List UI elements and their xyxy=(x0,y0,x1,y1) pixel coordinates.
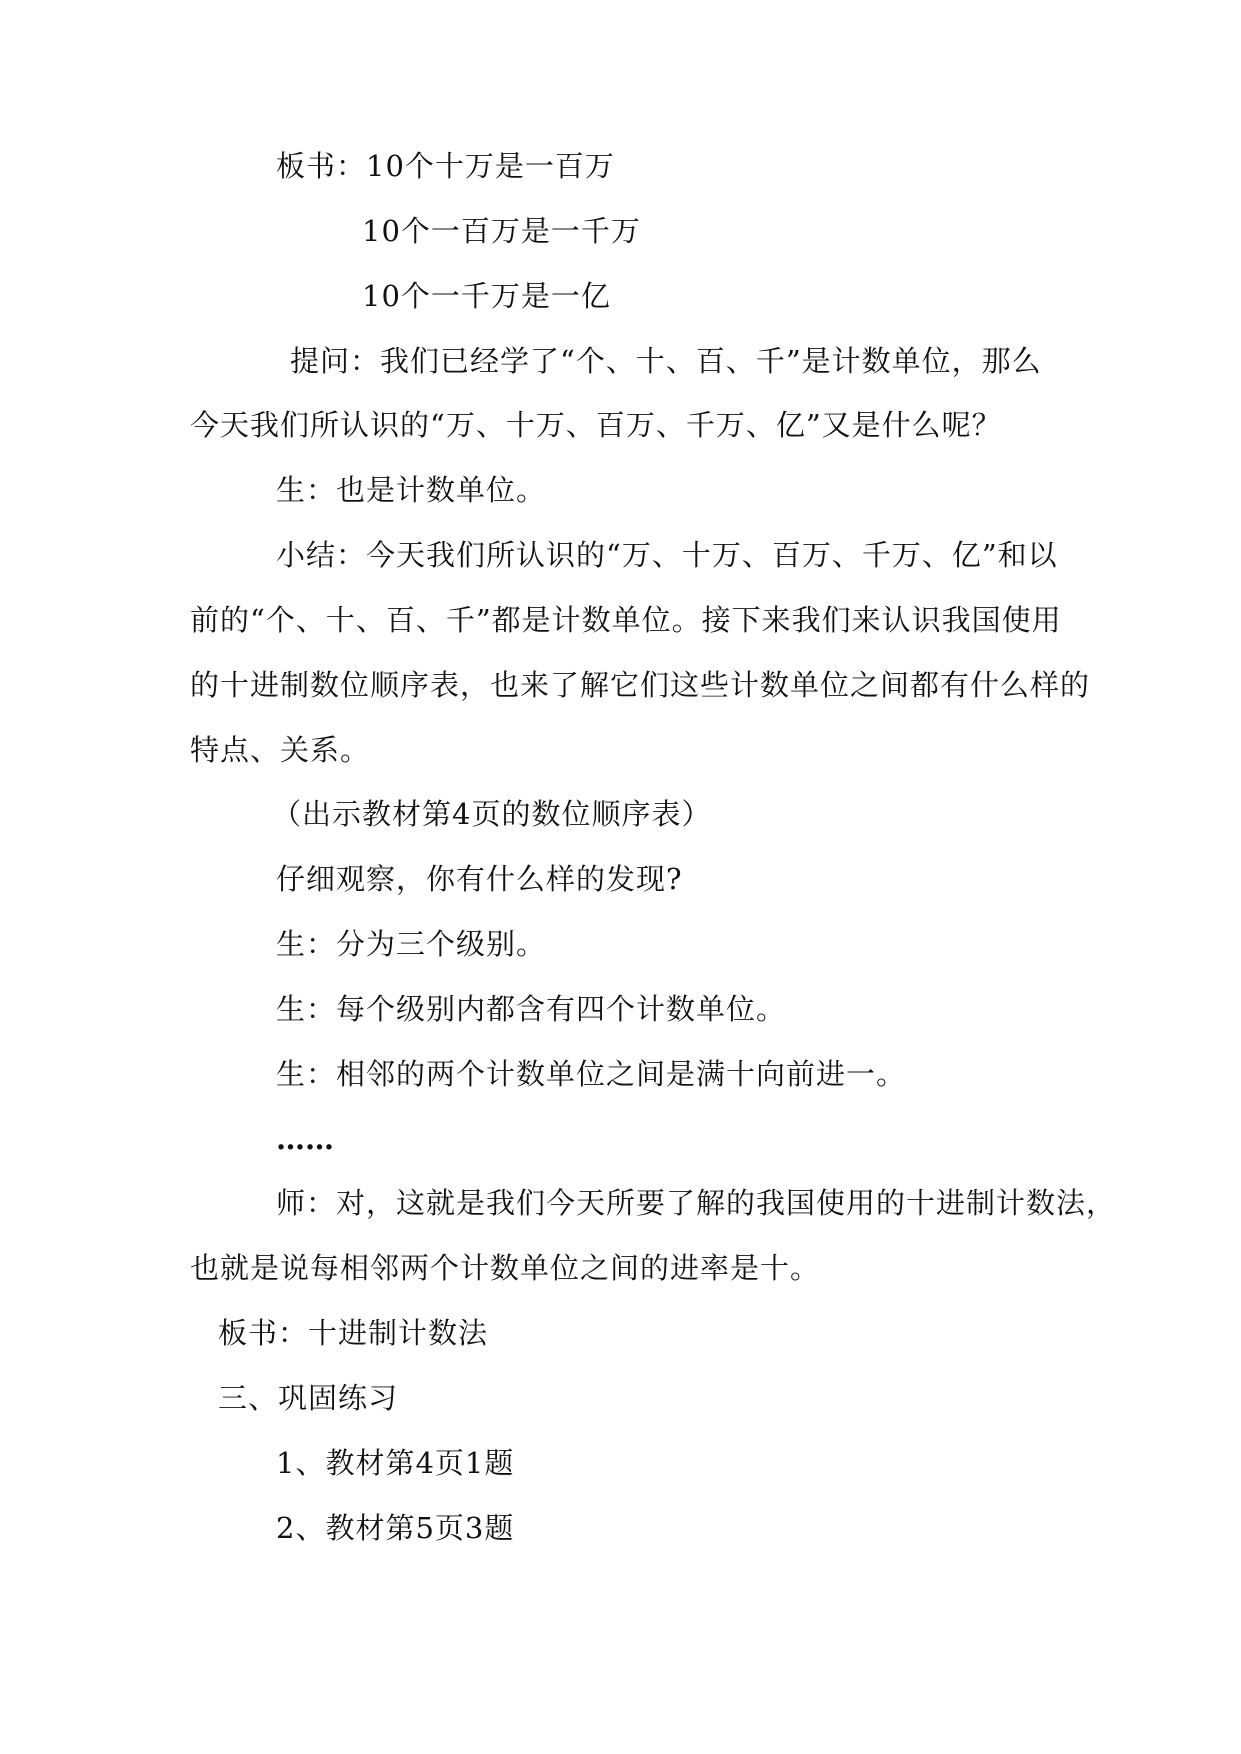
student-answer-1: 生：也是计数单位。 xyxy=(276,473,547,507)
summary-line-3: 的十进制数位顺序表，也来了解它们这些计数单位之间都有什么样的 xyxy=(190,668,1091,702)
question-line-2: 今天我们所认识的“万、十万、百万、千万、亿”又是什么呢？ xyxy=(190,408,1002,442)
exercise-1: 1、教材第4页1题 xyxy=(276,1446,515,1480)
teacher-line-1: 师：对，这就是我们今天所要了解的我国使用的十进制计数法， xyxy=(276,1186,1117,1220)
textbook-note: （出示教材第4页的数位顺序表） xyxy=(272,797,712,831)
summary-line-1: 小结：今天我们所认识的“万、十万、百万、千万、亿”和以 xyxy=(276,538,1058,572)
summary-line-4: 特点、关系。 xyxy=(190,733,371,767)
board-note-1: 板书：10个十万是一百万 xyxy=(276,149,615,183)
ellipsis-line: …… xyxy=(276,1122,334,1156)
board-note-2: 10个一百万是一千万 xyxy=(362,214,641,248)
student-answer-4: 生：相邻的两个计数单位之间是满十向前进一。 xyxy=(276,1057,907,1091)
exercise-2: 2、教材第5页3题 xyxy=(276,1511,515,1545)
teacher-line-2: 也就是说每相邻两个计数单位之间的进率是十。 xyxy=(190,1251,821,1285)
board-note-3: 10个一千万是一亿 xyxy=(362,279,611,313)
question-line-1: 提问：我们已经学了“个、十、百、千”是计数单位，那么 xyxy=(290,344,1042,378)
student-answer-2: 生：分为三个级别。 xyxy=(276,927,547,961)
student-answer-3: 生：每个级别内都含有四个计数单位。 xyxy=(276,992,787,1026)
summary-line-2: 前的“个、十、百、千”都是计数单位。接下来我们来认识我国使用 xyxy=(190,603,1062,637)
section-heading: 三、巩固练习 xyxy=(218,1381,399,1415)
observation-prompt: 仔细观察，你有什么样的发现? xyxy=(276,862,683,896)
board-note-4: 板书：十进制计数法 xyxy=(218,1316,489,1350)
